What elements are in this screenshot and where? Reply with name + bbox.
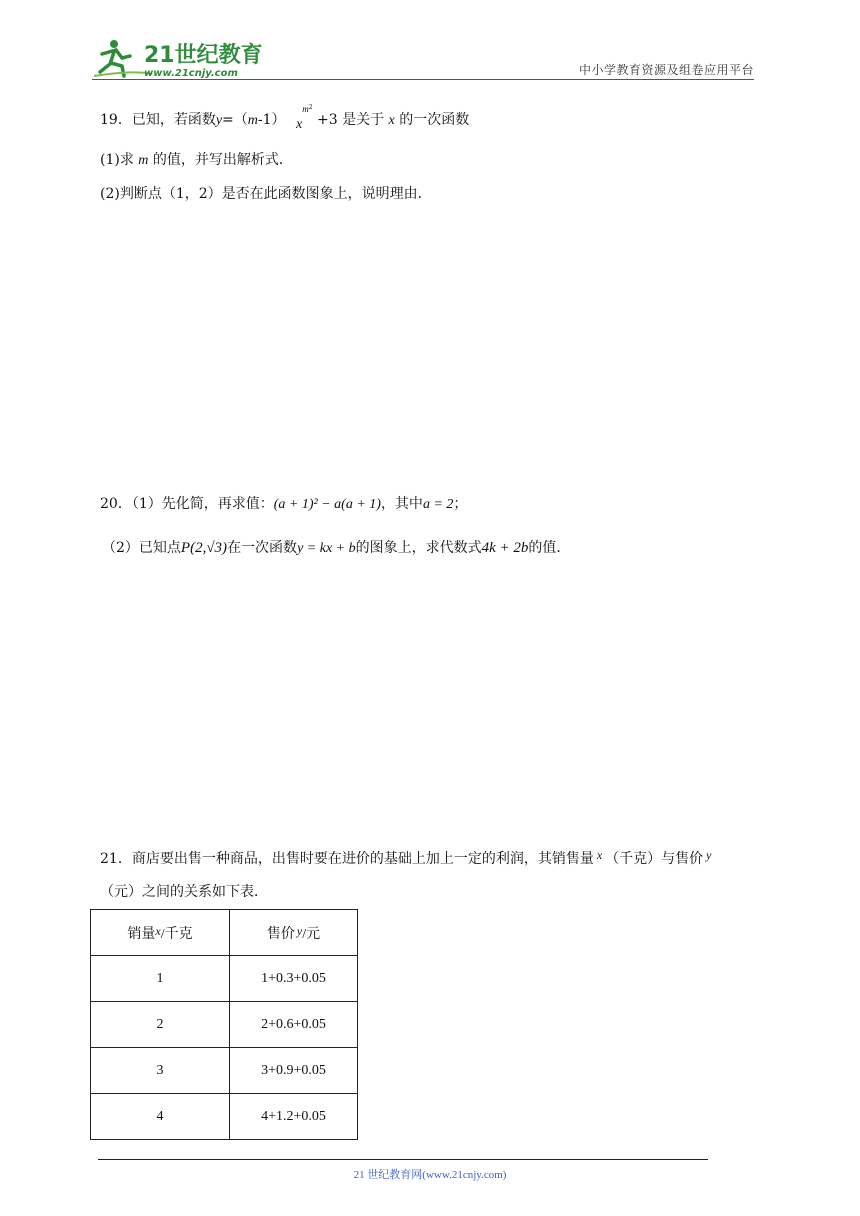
question-20-part-2: [102, 538, 570, 559]
question-19-part-2: (2)判断点（1，2）是否在此函数图象上，说明理由．: [100, 186, 432, 202]
table-header-row: [91, 910, 358, 956]
table-cell: 3+0.9+0.05: [230, 1048, 358, 1094]
question-21-line-1: [100, 849, 711, 869]
table-cell: 4: [91, 1094, 230, 1140]
math-function: y = kx + b: [297, 541, 356, 556]
part-text: 的图象上，求代数式: [355, 540, 482, 556]
footer-divider: [98, 1159, 708, 1160]
var-y: y: [215, 113, 223, 128]
part-text: ；: [453, 496, 468, 512]
table-header-cell: [91, 910, 230, 956]
question-number: 21．: [100, 851, 132, 867]
table-row: [91, 1094, 358, 1140]
question-19-stem: [100, 104, 470, 132]
math-point: P(2,√3): [180, 540, 228, 556]
header-text: /千克: [160, 926, 193, 942]
exponent-2: 2: [308, 104, 313, 112]
stem-text: -1）: [257, 112, 286, 128]
table-row: [91, 1002, 358, 1048]
math-expression: 4k + 2b: [481, 540, 529, 556]
part-text: （1）先化简，再求值：: [131, 496, 274, 512]
stem-text: 的一次函数: [394, 112, 470, 128]
sales-price-table: [90, 909, 358, 1140]
table-cell: 1: [91, 956, 230, 1002]
var-x: x: [388, 113, 395, 128]
svg-text:www.21cnjy.com: www.21cnjy.com: [144, 68, 238, 79]
var-m: m: [247, 113, 258, 128]
table-cell: 1+0.3+0.05: [230, 956, 358, 1002]
question-20-part-1: [100, 494, 467, 515]
part-text: ，其中: [380, 496, 423, 512]
stem-text: 商店要出售一种商品，出售时要在进价的基础上加上一定的利润，其销售量: [131, 851, 594, 867]
table-cell: 2: [91, 1002, 230, 1048]
part-text: 的值，并写出解析式．: [148, 152, 293, 168]
question-21-line-2: （元）之间的关系如下表．: [100, 884, 268, 900]
runner-logo-icon: [92, 36, 262, 80]
stem-text: （千克）与售价: [605, 851, 704, 867]
question-19-part-1: [100, 150, 293, 171]
question-number: 19．: [100, 112, 132, 128]
stem-text: 已知，若函数: [131, 112, 216, 128]
var-m: m: [138, 153, 149, 168]
part-text: 在一次函数: [227, 540, 298, 556]
table-cell: 3: [91, 1048, 230, 1094]
table-cell: 4+1.2+0.05: [230, 1094, 358, 1140]
var-x: x: [155, 923, 161, 938]
math-expression: (a + 1)² − a(a + 1): [273, 497, 381, 512]
site-name: 中小学教育资源及组卷应用平台: [578, 63, 754, 77]
header-divider: [92, 79, 754, 80]
site-logo: [92, 36, 262, 80]
stem-text: =（: [222, 112, 248, 128]
table-row: [91, 1048, 358, 1094]
header-text: 销量: [127, 926, 156, 942]
header-text: 售价: [266, 926, 295, 942]
stem-text: +3 是关于: [312, 112, 389, 128]
table-row: [91, 956, 358, 1002]
var-y: y: [296, 923, 303, 938]
table-cell: 2+0.6+0.05: [230, 1002, 358, 1048]
math-condition: a = 2: [422, 497, 454, 512]
table-header-cell: [230, 910, 358, 956]
var-y: y: [706, 848, 712, 862]
var-x: x: [296, 117, 303, 132]
svg-text:21世纪教育: 21世纪教育: [144, 43, 262, 68]
part-text: (1)求: [100, 152, 139, 168]
header-text: /元: [302, 926, 321, 942]
part-text: （2）已知点: [102, 540, 181, 556]
question-number: 20．: [100, 496, 132, 512]
exponent-m: m: [302, 104, 309, 115]
footer-link[interactable]: 21 世纪教育网(www.21cnjy.com): [353, 1169, 507, 1181]
var-x: x: [596, 848, 603, 862]
part-text: 的值．: [528, 540, 571, 556]
